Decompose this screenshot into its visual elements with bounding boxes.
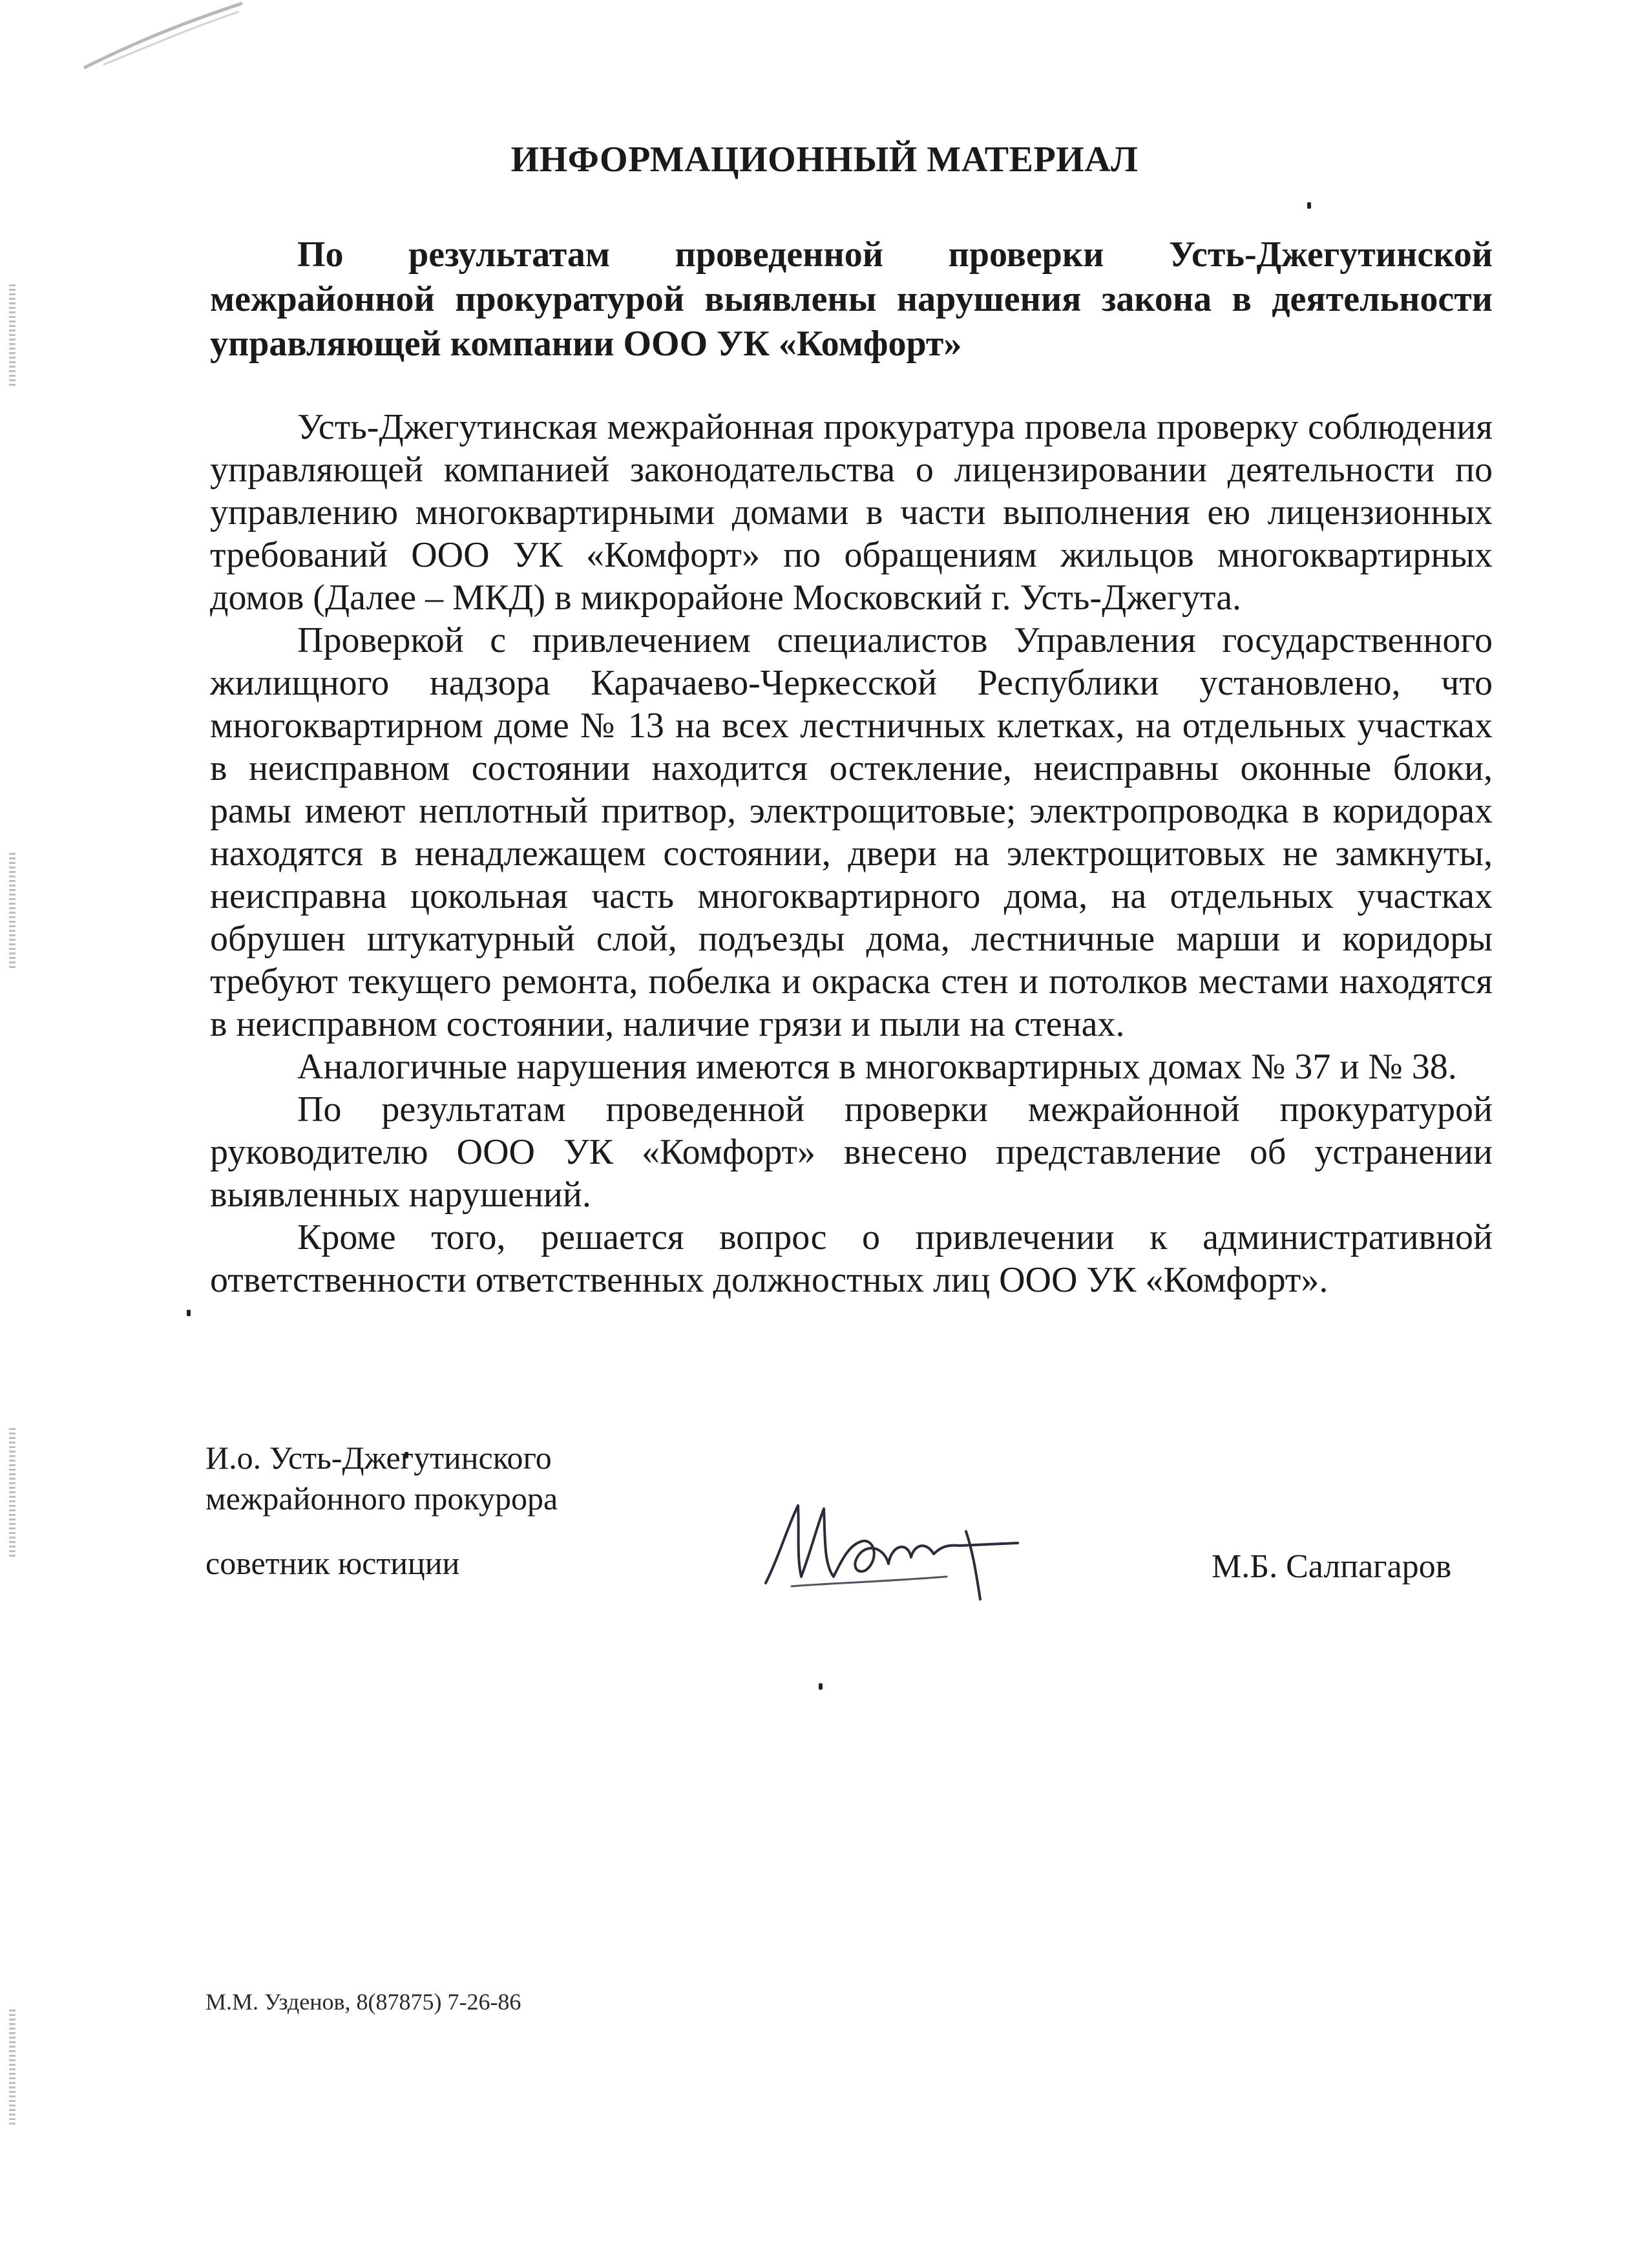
scan-speck (819, 1683, 823, 1690)
scan-edge-mark (9, 2010, 16, 2126)
scan-edge-mark (9, 853, 16, 969)
body-paragraph: Аналогичные нарушения имеются в многоквартирных домах № 37 и № 38. (297, 1047, 1457, 1087)
signer-rank: советник юстиции (205, 1545, 460, 1581)
document-body (210, 406, 1493, 1301)
scan-edge-mark (9, 1428, 16, 1557)
document-title: ИНФОРМАЦИОННЫЙ МАТЕРИАЛ (510, 140, 1139, 180)
body-paragraph: Проверкой с привлечением специалистов Управления государственного жилищного надзора Карачаево-Черкесской Республики установлено, что многоквартирном доме № 13 на всех лестничных клетках, на отдельных участках в неисправном состоянии находится остекление, неисправны оконные блоки, рамы имеют неплотный притвор, электрощитовые; электропроводка в коридорах находятся в ненадлежащем состоянии, двери на электрощитовых не замкнуты, неисправна цокольная часть многоквартирного дома, на отдельных участках обрушен штукатурный слой, подъезды дома, лестничные марши и коридоры требуют текущего ремонта, побелка и окраска стен и потолков местами находятся в неисправном состоянии, наличие грязи и пыли на стенах. (210, 620, 1493, 1044)
handwritten-signature (753, 1480, 1037, 1609)
scan-edge-mark (9, 284, 16, 388)
signer-position-line: И.о. Усть-Джегутинского (205, 1440, 552, 1476)
scan-speck (1307, 202, 1311, 209)
document-subtitle: По результатам проведенной проверки Усть-Джегутинской межрайонной прокуратурой выявлены нарушения закона в деятельности управляющей компании ООО УК «Комфорт» (210, 235, 1493, 364)
scan-corner-mark (78, 0, 246, 71)
executor-contact: М.М. Узденов, 8(87875) 7-26-86 (205, 1989, 521, 2015)
body-paragraph: По результатам проведенной проверки межрайонной прокуратурой руководителю ООО УК «Комфорт» внесено представление об устранении выявленных нарушений. (210, 1089, 1493, 1215)
signer-position-line: межрайонного прокурора (205, 1480, 558, 1517)
signer-name: М.Б. Салпагаров (1212, 1548, 1452, 1585)
body-paragraph: Усть-Джегутинская межрайонная прокуратура провела проверку соблюдения управляющей компанией законодательства о лицензировании деятельности по управлению многоквартирными домами в части выполнения ею лицензионных требований ООО УК «Комфорт» по обращениям жильцов многоквартирных домов (Далее – МКД) в микрорайоне Московский г. Усть-Джегута. (210, 407, 1493, 618)
signer-position (205, 1438, 558, 1519)
body-paragraph: Кроме того, решается вопрос о привлечении к административной ответственности ответственных должностных лиц ООО УК «Комфорт». (210, 1217, 1493, 1300)
scan-speck (187, 1310, 191, 1316)
